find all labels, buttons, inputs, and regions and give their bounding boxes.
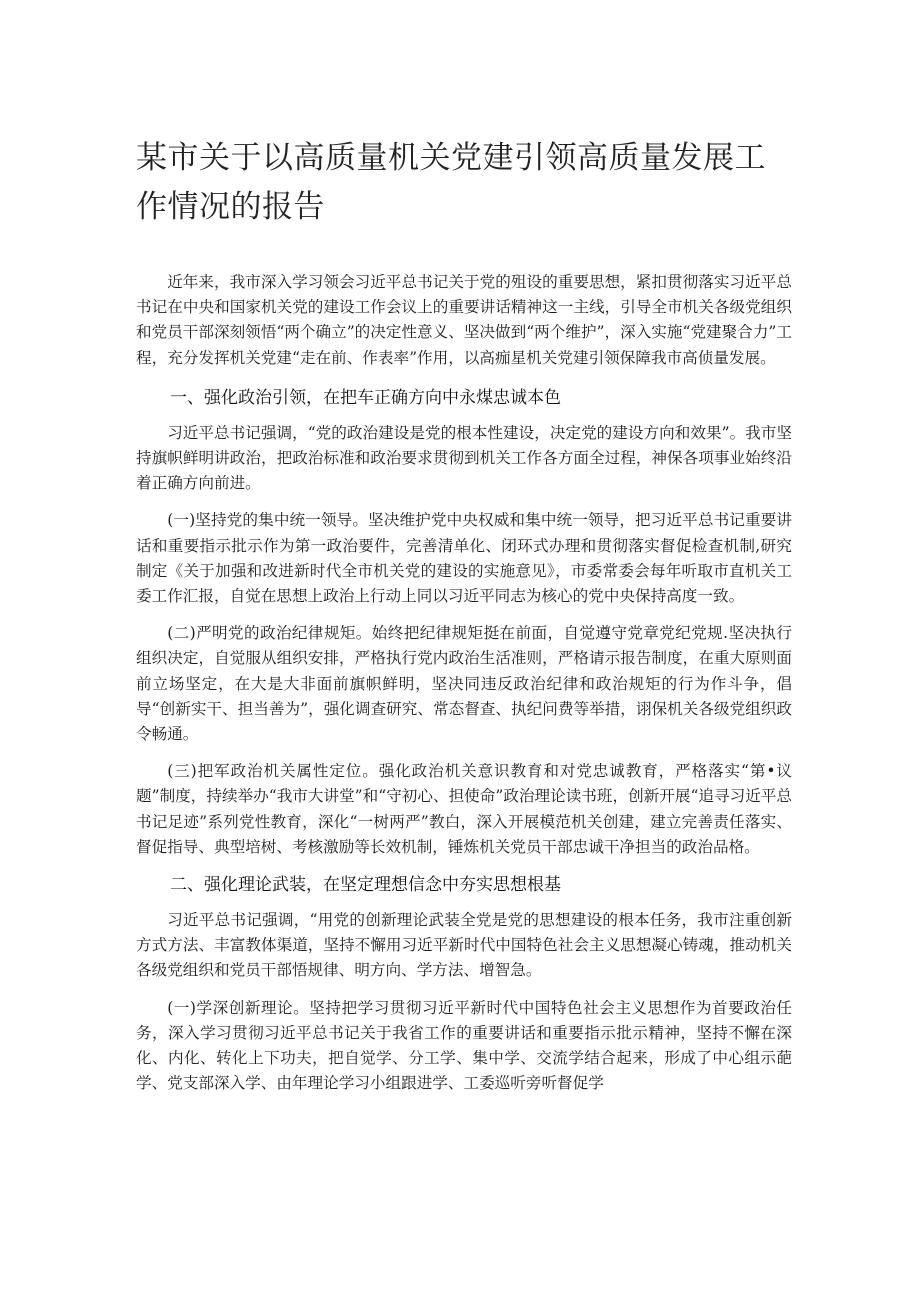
section-1-item-1-paragraph: (一)坚持党的集中统一领导。坚决维护党中央权威和集中统一领导，把习近平总书记重要讲话和重要指示批示作为第一政治要件，完善清单化、闭环式办理和贯彻落实督促检查机制,研究制定《关于加强和改进新时代全市机关党的建设的实施意见》，市委常委会每年听取市直机关工委工作汇报，自觉在思想上政治上行动上同以习近平同志为核心的党中央保持高度一致。 <box>136 511 792 606</box>
document-title: 某市关于以高质量机关党建引领高质量发展工作情况的报告 <box>136 140 766 225</box>
document-body <box>136 270 792 1108</box>
section-1-item-2-paragraph: (二)严明党的政治纪律规矩。始终把纪律规矩挺在前面，自觉遵守党章党纪党规.坚决执行组织决定，自觉服从组织安排，严格执行党内政治生活准则，严格请示报告制度，在重大原则面前立场坚定，在大是大非面前旗帜鲜明，坚决同违反政治纪律和政治规矩的行为作斗争，倡导“创新实干、担当善为”，强化调查研究、常态督查、执纪问费等举措，诩保机关各级党组织政令畅通。 <box>136 624 792 744</box>
section-2-item-1-paragraph: (一)学深创新理论。坚持把学习贯彻习近平新时代中国特色社会主义思想作为首要政治任务，深入学习贯彻习近平总书记关于我省工作的重要讲话和重要指示批示精神，坚持不懈在深化、内化、转化上下功夫，把自觉学、分工学、集中学、交流学结合起来，形成了中心组示葩学、党支部深入学、由年理论学习小组跟进学、工委巡听旁听督促学 <box>136 998 792 1093</box>
section-1-heading: 一、强化政治引领，在把车正确方向中永煤忠诚本色 <box>170 387 561 408</box>
section-2-lead-paragraph: 习近平总书记强调，“用党的创新理论武装全党是党的思想建设的根本任务，我市注重创新方式方法、丰富教体渠道，坚持不懈用习近平新时代中国特色社会主义思想凝心铸魂，推动机关各级党组织和党员干部悟规律、明方向、学方法、增智急。 <box>136 911 792 980</box>
section-2-heading: 二、强化理论武装，在坚定理想信念中夯实思想根基 <box>170 875 561 896</box>
intro-paragraph: 近年来，我市深入学习领会习近平总书记关于党的殂设的重要思想，紧扣贯彻落实习近平总书记在中央和国家机关党的建设工作会议上的重要讲话精神这一主线，引导全市机关各级党组织和党员干部深刻领悟“两个确立”的决定性意义、坚决做到“两个维护”，深入实施“党建聚合力”工程，充分发挥机关党建“走在前、作表率”作用，以高痂星机关党建引领保障我市高侦量发展。 <box>136 273 792 367</box>
section-1-item-3-paragraph: (三)把军政治机关属性定位。强化政治机关意识教育和对党忠诚教育，严格落实“第•议题”制度，持续举办“我市大讲堂”和“守初心、担使命”政治理论读书班，创新开展“追寻习近平总书记足迹”系列党性教育，深化“一树两严”教白，深入开展模范机关创建，建立完善责任落实、督促指导、典型培树、考核激励等长效机制，锤炼机关党员干部忠诚干净担当的政治品格。 <box>136 762 792 856</box>
section-1-lead-paragraph: 习近平总书记强调，“党的政治建设是党的根本性建设，决定党的建设方向和效果”。我市坚持旗帜鲜明讲政治，把政治标准和政治要求贯彻到机关工作各方面全过程，神保各项事业始终沿着正确方向前进。 <box>136 423 792 493</box>
